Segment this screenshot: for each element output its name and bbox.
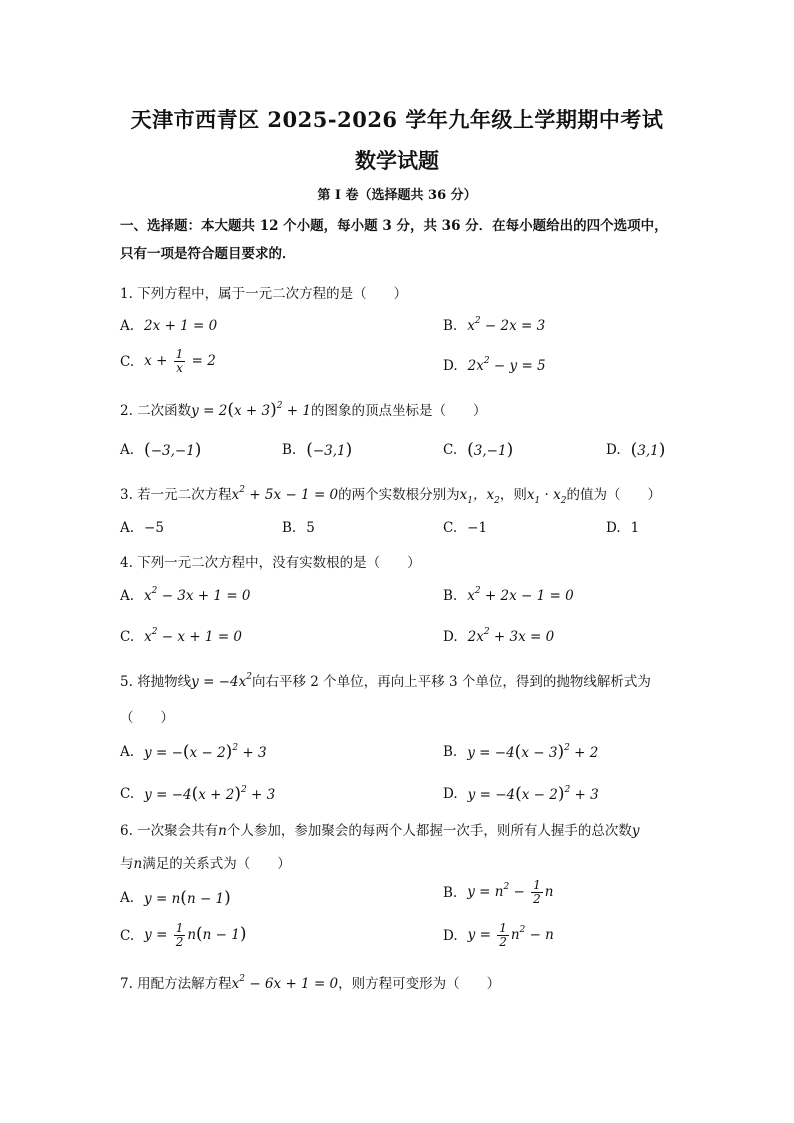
exam-title: 天津市西青区 2025-2026 学年九年级上学期期中考试 xyxy=(130,107,664,132)
question-3-option-d xyxy=(606,520,639,536)
variable-n: n xyxy=(218,823,227,839)
option-label: C. xyxy=(120,927,135,944)
question-3-stem xyxy=(120,483,680,506)
option-label: A. xyxy=(120,520,135,536)
question-2-option-a xyxy=(120,440,201,460)
question-3-stem-mid1: 的两个实数根分别为 xyxy=(338,487,460,503)
option-label: D. xyxy=(606,520,621,536)
option-math: $y = -4(x + 2)^2 + 3$ xyxy=(144,784,276,804)
question-4-stem: 4. 下列一元二次方程中，没有实数根的是（ ） xyxy=(120,555,421,571)
option-label: C. xyxy=(120,629,135,645)
option-value: −5 xyxy=(144,520,164,536)
question-4-option-b xyxy=(443,588,574,604)
option-math: (3,1) xyxy=(630,440,666,460)
question-6-option-d xyxy=(443,922,554,949)
option-value: 1 xyxy=(630,520,640,536)
option-math: (3,−1) xyxy=(467,440,514,460)
option-math: $2x^2 + 3x = 0$ xyxy=(467,627,555,645)
option-math: y = $\frac{1}{2}$ n(n − 1) xyxy=(144,921,247,949)
option-math: y = $\frac{1}{2}$ $n^2 - n$ xyxy=(467,921,554,949)
option-math: $y = n^2$ − $\frac{1}{2}$ n xyxy=(467,878,554,906)
option-math: (−3,−1) xyxy=(144,440,202,460)
question-1-stem: 1. 下列方程中，属于一元二次方程的是（ ） xyxy=(120,286,408,302)
question-2-option-b xyxy=(282,440,352,460)
question-6-stem-part-a: 6. 一次聚会共有 xyxy=(120,823,219,839)
question-6-stem-line2 xyxy=(120,852,680,872)
question-5-option-a xyxy=(120,742,267,762)
option-label: B. xyxy=(443,318,458,334)
option-label: A. xyxy=(120,442,135,458)
question-5-stem-suffix: 向右平移 2 个单位，再向上平移 3 个单位，得到的抛物线解析式为 xyxy=(251,674,651,690)
question-4-option-c xyxy=(120,629,242,645)
option-label: A. xyxy=(120,890,135,906)
question-6-stem-line1 xyxy=(120,819,680,839)
option-math: $y = -(x - 2)^2 + 3$ xyxy=(144,742,267,762)
option-math: $y = -4(x - 3)^2 + 2$ xyxy=(467,742,599,762)
option-math: y = n(n − 1) xyxy=(144,888,231,908)
question-4-option-d xyxy=(443,629,554,645)
question-6-stem-part-c: 与 xyxy=(120,856,134,872)
option-math: $y = -4(x - 2)^2 + 3$ xyxy=(467,784,599,804)
option-label: B. xyxy=(282,520,297,536)
question-5-option-b xyxy=(443,742,598,762)
option-label: C. xyxy=(443,520,458,536)
question-3-equation: $x^2 + 5x - 1 = 0$ xyxy=(231,485,339,503)
question-2-stem xyxy=(120,399,680,420)
option-label: A. xyxy=(120,588,135,604)
question-3-stem-mid2: ，则 xyxy=(499,487,527,503)
question-1-option-c xyxy=(120,348,216,375)
question-2-option-c xyxy=(443,440,513,460)
option-label: C. xyxy=(120,786,135,802)
section-instruction-line1: 一、选择题：本大题共 12 个小题，每小题 3 分，共 36 分．在每小题给出的四个选项中， xyxy=(120,218,668,234)
question-5-stem xyxy=(120,670,680,690)
option-label: D. xyxy=(443,629,458,645)
option-math: $x^2 + 2x - 1 = 0$ xyxy=(467,586,574,604)
option-label: D. xyxy=(443,358,458,374)
option-label: A. xyxy=(120,318,135,334)
question-3-option-b xyxy=(282,520,315,536)
option-math: 2x + 1 = 0 xyxy=(144,318,218,334)
question-2-option-d xyxy=(606,440,665,460)
option-label: C. xyxy=(120,353,135,370)
question-2-stem-prefix: 2. 二次函数 xyxy=(120,403,192,419)
question-2-stem-suffix: 的图象的顶点坐标是（ ） xyxy=(310,403,487,419)
question-7-equation: $x^2 - 6x + 1 = 0$ xyxy=(231,974,339,992)
question-6-option-b xyxy=(443,879,553,906)
option-label: A. xyxy=(120,744,135,760)
variable-n: n xyxy=(133,856,143,872)
option-label: B. xyxy=(443,884,458,901)
question-7-stem-prefix: 7. 用配方法解方程 xyxy=(120,976,232,992)
question-3-stem-suffix: 的值为（ ） xyxy=(566,487,661,503)
option-math: $x^2 - 3x + 1 = 0$ xyxy=(144,586,251,604)
question-7-stem xyxy=(120,972,680,992)
question-5-stem-line2: （ ） xyxy=(120,710,174,726)
question-4-option-a xyxy=(120,588,251,604)
section-instruction-line2: 只有一项是符合题目要求的． xyxy=(120,246,296,262)
question-5-stem-prefix: 5. 将抛物线 xyxy=(120,674,192,690)
option-label: D. xyxy=(443,786,458,802)
question-2-formula: $y = 2(x + 3)^2 + 1$ xyxy=(191,400,311,420)
option-value: 5 xyxy=(306,520,315,536)
question-5-formula: $y = -4x^2$ xyxy=(191,672,252,690)
question-3-roots: $x_1$，$x_2$ xyxy=(459,487,500,506)
option-label: B. xyxy=(282,442,297,458)
question-1-option-b xyxy=(443,318,545,334)
option-math: (−3,1) xyxy=(306,440,353,460)
option-label: D. xyxy=(443,927,458,944)
option-label: B. xyxy=(443,744,458,760)
option-math: x + $\frac{1}{x}$ = 2 xyxy=(144,347,216,375)
question-1-option-a xyxy=(120,318,217,334)
option-math: $x^2 - 2x = 3$ xyxy=(467,316,546,334)
question-6-option-a xyxy=(120,888,231,908)
question-3-option-c xyxy=(443,520,487,536)
option-label: C. xyxy=(443,442,458,458)
option-math: $2x^2 - y = 5$ xyxy=(467,356,546,374)
question-1-option-d xyxy=(443,358,546,374)
question-7-stem-suffix: ，则方程可变形为（ ） xyxy=(338,976,501,992)
volume-title: 第 I 卷（选择题共 36 分） xyxy=(317,188,477,203)
question-3-stem-prefix: 3. 若一元二次方程 xyxy=(120,487,232,503)
option-label: D. xyxy=(606,442,621,458)
question-5-option-c xyxy=(120,784,275,804)
question-3-option-a xyxy=(120,520,164,536)
subject-title: 数学试题 xyxy=(355,148,439,173)
option-label: B. xyxy=(443,588,458,604)
question-6-stem-part-b: 个人参加，参加聚会的每两个人都握一次手，则所有人握手的总次数 xyxy=(226,823,632,839)
option-math: $x^2 - x + 1 = 0$ xyxy=(144,627,243,645)
option-value: −1 xyxy=(467,520,488,536)
question-6-stem-part-d: 满足的关系式为（ ） xyxy=(142,856,291,872)
question-3-product: $x_1 \cdot x_2$ xyxy=(526,487,567,506)
question-5-option-d xyxy=(443,784,599,804)
variable-y: y xyxy=(631,823,640,839)
question-6-option-c xyxy=(120,922,247,949)
